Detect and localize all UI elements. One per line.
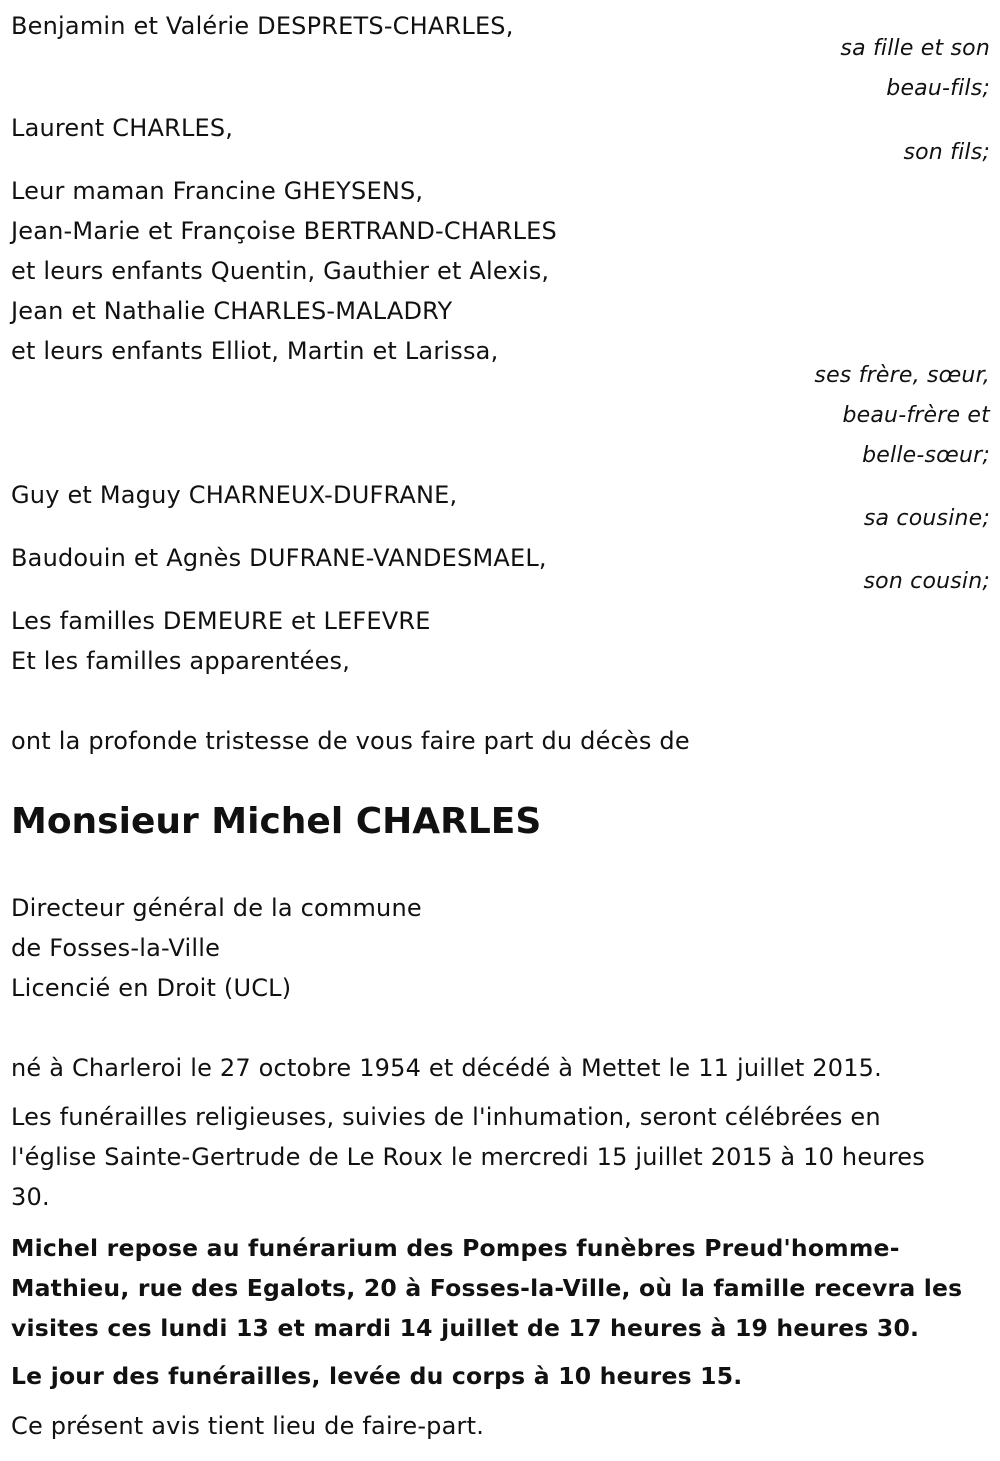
visitation-line: visites ces lundi 13 et mardi 14 juillet de 17 heures à 19 heures 30. xyxy=(11,1314,920,1342)
family-line: et leurs enfants Elliot, Martin et Larissa, xyxy=(11,337,499,365)
family-line: Benjamin et Valérie DESPRETS-CHARLES, xyxy=(11,12,514,40)
family-line: Baudouin et Agnès DUFRANE-VANDESMAEL, xyxy=(11,544,547,572)
visitation-line: Mathieu, rue des Egalots, 20 à Fosses-la-Ville, où la famille recevra les xyxy=(11,1274,963,1302)
levee-text: Le jour des funérailles, levée du corps à 10 heures 15. xyxy=(11,1362,743,1390)
family-line: et leurs enfants Quentin, Gauthier et Alexis, xyxy=(11,257,550,285)
relation-line: sa fille et son xyxy=(840,36,990,61)
relation-line: beau-frère et xyxy=(842,403,990,428)
funeral-line: Les funérailles religieuses, suivies de l'inhumation, seront célébrées en xyxy=(11,1103,881,1131)
deceased-name: Monsieur Michel CHARLES xyxy=(11,801,542,842)
family-line: Leur maman Francine GHEYSENS, xyxy=(11,177,424,205)
funeral-line: l'église Sainte-Gertrude de Le Roux le mercredi 15 juillet 2015 à 10 heures xyxy=(11,1143,925,1171)
family-line: Les familles DEMEURE et LEFEVRE xyxy=(11,607,431,635)
relation-line: sa cousine; xyxy=(863,506,990,531)
relation-line: son fils; xyxy=(903,140,990,165)
announcement-text: ont la profonde tristesse de vous faire part du décès de xyxy=(11,727,690,755)
visitation-line: Michel repose au funérarium des Pompes funèbres Preud'homme- xyxy=(11,1234,900,1262)
relation-line: beau-fils; xyxy=(886,76,990,101)
family-line: Jean-Marie et Françoise BERTRAND-CHARLES xyxy=(11,217,557,245)
funeral-line: 30. xyxy=(11,1183,50,1211)
relation-line: ses frère, sœur, xyxy=(814,363,990,388)
title-line: Licencié en Droit (UCL) xyxy=(11,974,292,1002)
birth-death-text: né à Charleroi le 27 octobre 1954 et décédé à Mettet le 11 juillet 2015. xyxy=(11,1054,882,1082)
family-line: Laurent CHARLES, xyxy=(11,114,234,142)
family-line: Guy et Maguy CHARNEUX-DUFRANE, xyxy=(11,481,458,509)
title-line: de Fosses-la-Ville xyxy=(11,934,221,962)
relation-line: son cousin; xyxy=(863,569,990,594)
title-line: Directeur général de la commune xyxy=(11,894,422,922)
family-line: Et les familles apparentées, xyxy=(11,647,351,675)
closing-text: Ce présent avis tient lieu de faire-part. xyxy=(11,1412,485,1440)
relation-line: belle-sœur; xyxy=(862,443,990,468)
family-line: Jean et Nathalie CHARLES-MALADRY xyxy=(11,297,453,325)
